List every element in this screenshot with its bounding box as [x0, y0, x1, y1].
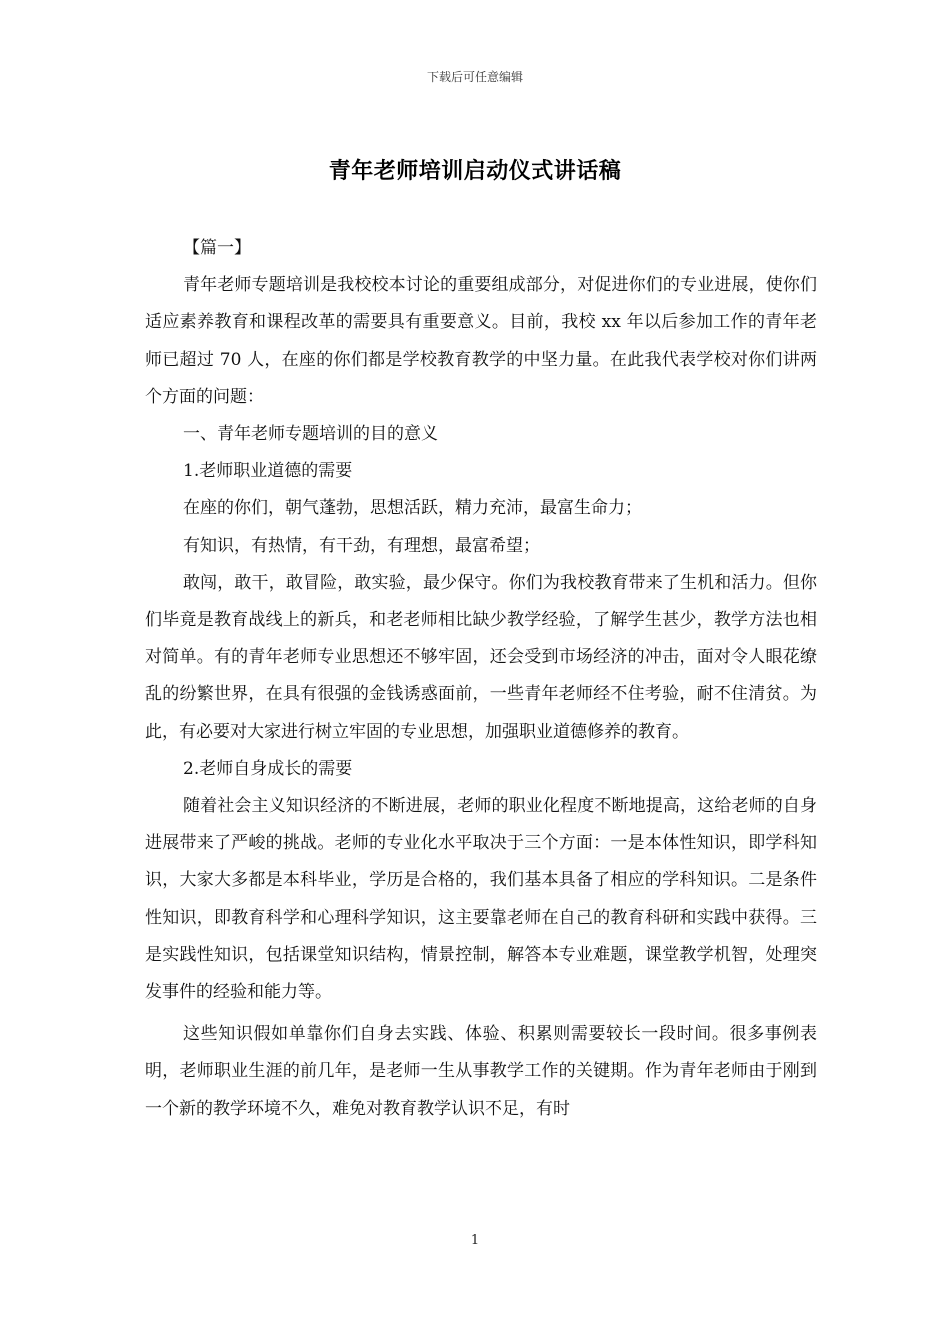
paragraph-vitality: 在座的你们，朝气蓬勃，思想活跃，精力充沛，最富生命力； [183, 498, 642, 519]
heading-purpose: 一、青年老师专题培训的目的意义 [183, 424, 438, 445]
header-note: 下载后可任意编辑 [426, 70, 523, 84]
paragraph-knowledge: 随着社会主义知识经济的不断进展，老师的职业化程度不断地提高，这给老师的自身进展带来了严峻的挑战。老师的专业化水平取决于三个方面：一是本体性知识，即学科知识，大家大多都是本科毕业，学历是合格的，我们基本具备了相应的学科知识。二是条件性知识，即教育科学和心理科学知识，这主要靠老师在自己的教育科研和实践中获得。三是实践性知识，包括课堂知识结构，情景控制，解答本专业难题，课堂教学机智，处理突发事件的经验和能力等。 [145, 796, 817, 1003]
page-number: 1 [470, 1233, 480, 1248]
document-title: 青年老师培训启动仪式讲话稿 [328, 159, 622, 184]
subheading-ethics: 1.老师职业道德的需要 [183, 461, 353, 482]
section-label: 【篇一】 [183, 238, 251, 258]
document-body [145, 230, 817, 1128]
paragraph-intro: 青年老师专题培训是我校校本讨论的重要组成部分，对促进你们的专业进展，使你们适应素养教育和课程改革的需要具有重要意义。目前，我校 xx 年以后参加工作的青年老师已超过 70 人，在座的你们都是学校教育教学的中坚力量。在此我代表学校对你们讲两个方面的问题： [145, 275, 817, 407]
subheading-growth: 2.老师自身成长的需要 [183, 758, 353, 779]
paragraph-hope: 有知识，有热情，有干劲，有理想，最富希望； [183, 535, 540, 556]
paragraph-key-period: 这些知识假如单靠你们自身去实践、体验、积累则需要较长一段时间。很多事例表明，老师职业生涯的前几年，是老师一生从事教学工作的关键期。作为青年老师由于刚到一个新的教学环境不久，难免对教育教学认识不足，有时 [145, 1024, 817, 1119]
paragraph-ethics-education: 敢闯，敢干，敢冒险，敢实验，最少保守。你们为我校教育带来了生机和活力。但你们毕竟是教育战线上的新兵，和老老师相比缺少教学经验，了解学生甚少，教学方法也相对简单。有的青年老师专业思想还不够牢固，还会受到市场经济的冲击，面对令人眼花缭乱的纷繁世界，在具有很强的金钱诱惑面前，一些青年老师经不住考验，耐不住清贫。为此，有必要对大家进行树立牢固的专业思想，加强职业道德修养的教育。 [145, 572, 817, 742]
